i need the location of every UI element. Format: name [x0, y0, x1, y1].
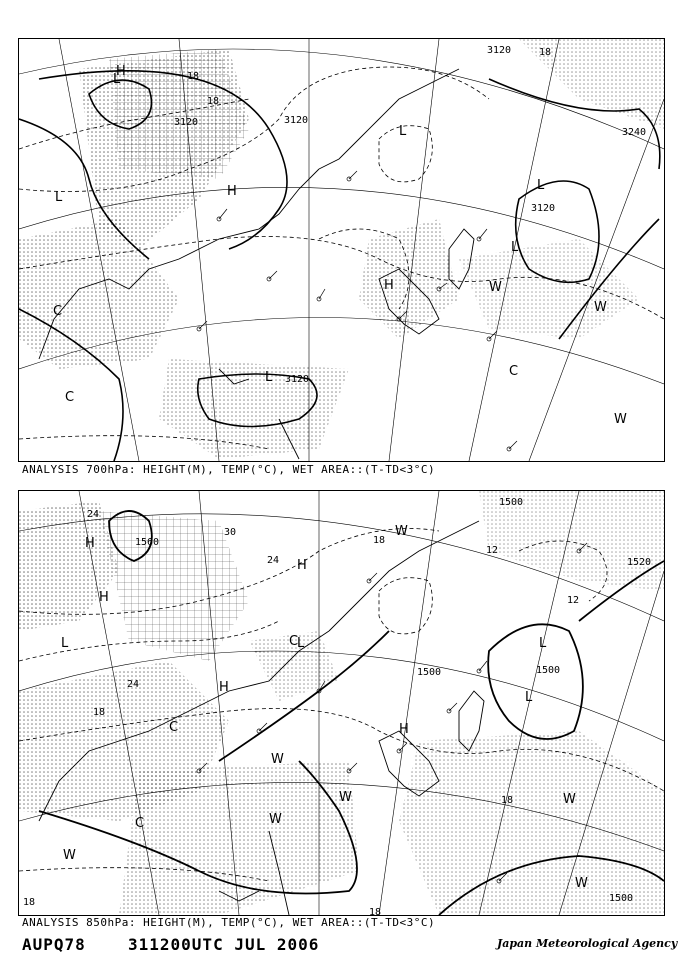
high-center: H — [99, 590, 109, 605]
height-label: 1500 — [499, 497, 524, 508]
high-center: H — [85, 536, 95, 551]
height-label: 1560 — [135, 537, 160, 548]
height-label: 1500 — [536, 665, 561, 676]
high-center: H — [227, 184, 237, 199]
low-center: L — [511, 240, 519, 255]
map-panel-850hpa — [18, 490, 665, 916]
height-label: 3120 — [531, 203, 556, 214]
low-center: L — [525, 690, 533, 705]
valid-time: 311200UTC JUL 2006 — [128, 935, 320, 954]
cold-center: C — [169, 720, 179, 735]
low-center: L — [113, 72, 121, 87]
temperature-label: 12 — [567, 595, 580, 606]
height-label: 3240 — [622, 127, 647, 138]
height-label: 3120 — [284, 115, 309, 126]
height-label: 1520 — [627, 557, 652, 568]
warm-center: W — [594, 300, 607, 315]
warm-center: W — [575, 876, 588, 891]
warm-center: W — [563, 792, 576, 807]
temperature-label: 18 — [207, 96, 220, 107]
cold-center: C — [289, 634, 299, 649]
cold-center: C — [53, 304, 63, 319]
temperature-label: 18 — [93, 707, 106, 718]
temperature-label: 24 — [267, 555, 280, 566]
temperature-label: 18 — [187, 71, 200, 82]
height-label: 3120 — [487, 45, 512, 56]
height-label: 1500 — [609, 893, 634, 904]
temperature-label: 18 — [23, 897, 36, 908]
map-850hpa-svg — [19, 491, 664, 915]
warm-center: W — [489, 280, 502, 295]
chart-caption-850hpa: ANALYSIS 850hPa: HEIGHT(M), TEMP(°C), WET AREA::(T-TD<3°C) — [22, 916, 436, 929]
map-700hpa-svg — [19, 39, 664, 461]
warm-center: W — [395, 524, 408, 539]
warm-center: W — [269, 812, 282, 827]
temperature-label: 12 — [486, 545, 499, 556]
high-center: H — [297, 558, 307, 573]
temperature-label: 18 — [373, 535, 386, 546]
warm-center: W — [271, 752, 284, 767]
height-label: 3120 — [174, 117, 199, 128]
high-center: H — [219, 680, 229, 695]
temperature-label: 24 — [127, 679, 140, 690]
temperature-label: 18 — [369, 907, 382, 915]
chart-caption-700hpa: ANALYSIS 700hPa: HEIGHT(M), TEMP(°C), WET AREA::(T-TD<3°C) — [22, 463, 436, 476]
warm-center: W — [339, 790, 352, 805]
low-center: L — [539, 636, 547, 651]
temperature-label: 30 — [224, 527, 237, 538]
high-center: H — [384, 278, 394, 293]
height-label: 1500 — [417, 667, 442, 678]
high-center: H — [399, 722, 409, 737]
temperature-label: 18 — [539, 47, 552, 58]
low-center: L — [537, 178, 545, 193]
cold-center: C — [135, 816, 145, 831]
agency-name: Japan Meteorological Agency — [497, 937, 678, 950]
low-center: L — [265, 370, 273, 385]
cold-center: C — [509, 364, 519, 379]
low-center: L — [399, 124, 407, 139]
warm-center: W — [614, 412, 627, 427]
temperature-label: 18 — [501, 795, 514, 806]
temperature-label: 24 — [87, 509, 100, 520]
high-center: H — [116, 64, 126, 79]
chart-code: AUPQ78 — [22, 935, 86, 954]
low-center: L — [55, 190, 63, 205]
map-panel-700hpa — [18, 38, 665, 462]
height-label: 3120 — [285, 374, 310, 385]
warm-center: W — [63, 848, 76, 863]
low-center: L — [297, 636, 305, 651]
cold-center: C — [65, 390, 75, 405]
low-center: L — [61, 636, 69, 651]
